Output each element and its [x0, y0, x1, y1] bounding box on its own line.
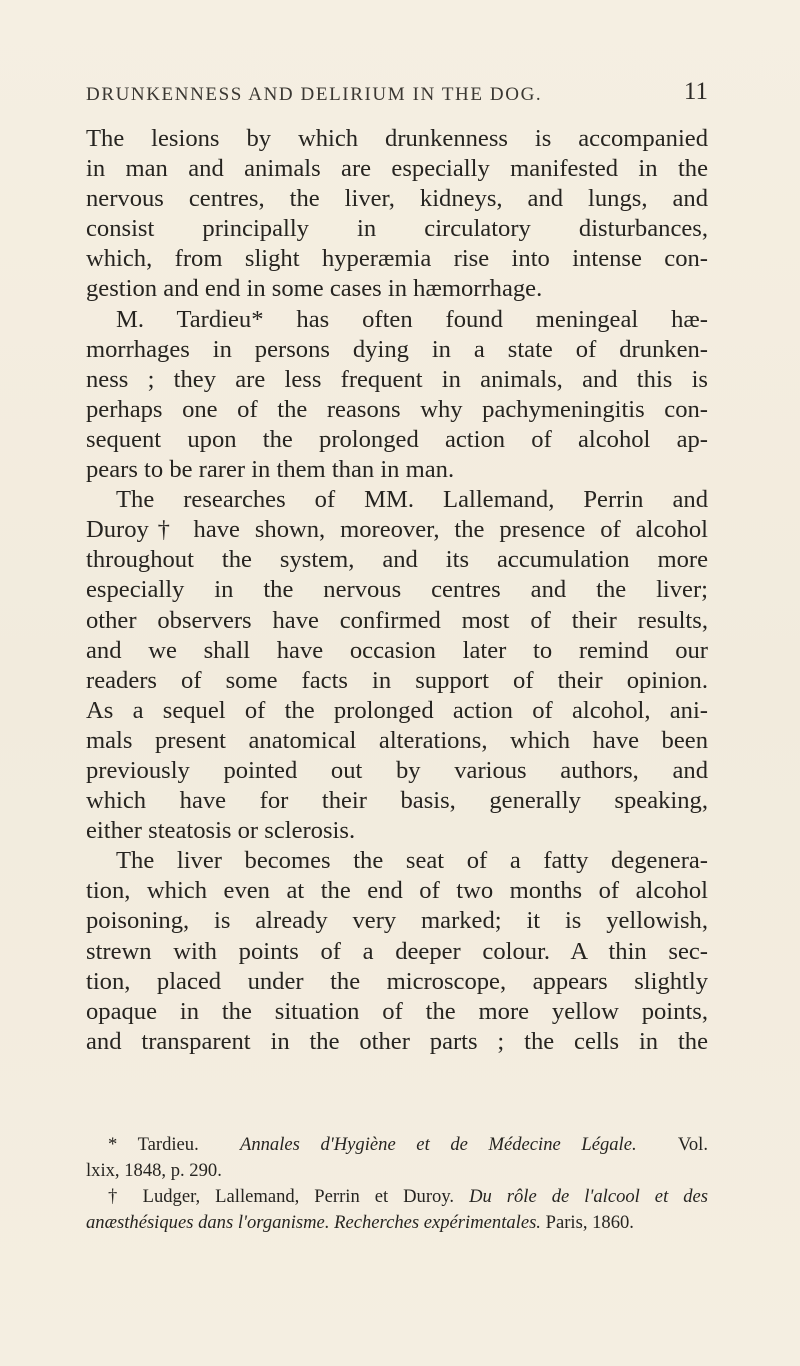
text-line: which have for their basis, generally speaking,: [86, 787, 708, 815]
text-line: in man and animals are especially manifested in the: [86, 155, 708, 183]
text-line: which, from slight hyperæmia rise into intense con-: [86, 245, 708, 273]
text-line: pears to be rarer in them than in man.: [86, 456, 455, 484]
text-line: either steatosis or sclerosis.: [86, 817, 356, 845]
text-line: consist principally in circulatory disturbances,: [86, 215, 708, 243]
text-line: throughout the system, and its accumulation more: [86, 546, 708, 574]
text-line: The liver becomes the seat of a fatty degenera-: [116, 847, 708, 875]
footnotes: [86, 1132, 708, 1236]
text-line: and we shall have occasion later to remind our: [86, 636, 708, 664]
text-line: morrhages in persons dying in a state of drunken-: [86, 335, 708, 363]
footnote-title: Annales d'Hygiène et de Médecine Légale.: [239, 1134, 637, 1155]
text-line: strewn with points of a deeper colour. A thin sec-: [86, 937, 708, 965]
text-line: Duroy† have shown, moreover, the presence of alcohol: [86, 516, 708, 544]
text-line: tion, placed under the microscope, appears slightly: [86, 967, 708, 995]
text-line: opaque in the situation of the more yellow points,: [86, 997, 708, 1025]
text-line: readers of some facts in support of their opinion.: [86, 666, 708, 694]
footnote-imprint: Paris, 1860.: [545, 1212, 634, 1233]
footnote-tardieu: [86, 1132, 708, 1158]
footnote-lallemand-cont: [86, 1210, 708, 1236]
text-line: gestion and end in some cases in hæmorrhage.: [86, 275, 543, 303]
text-line: sequent upon the prolonged action of alcohol ap-: [86, 425, 708, 453]
text-line: perhaps one of the reasons why pachymeningitis con-: [86, 395, 708, 423]
footnote-tardieu-cont: lxix, 1848, p. 290.: [86, 1160, 222, 1181]
body-text: [86, 124, 708, 1057]
page-header: [86, 78, 708, 112]
footnote-lallemand: [86, 1184, 708, 1210]
page-number: 11: [683, 78, 708, 105]
footnote-volume: Vol.: [677, 1134, 708, 1155]
text-line: As a sequel of the prolonged action of alcohol, ani-: [86, 696, 708, 724]
text-line: nervous centres, the liver, kidneys, and lungs, and: [86, 185, 708, 213]
text-line: The researches of MM. Lallemand, Perrin and: [116, 486, 708, 514]
text-line: and transparent in the other parts ; the cells in the: [86, 1027, 708, 1055]
running-head: DRUNKENNESS AND DELIRIUM IN THE DOG.: [86, 84, 543, 105]
footnote-work-title-cont: anæsthésiques dans l'organisme. Recherches expérimentales.: [86, 1212, 541, 1233]
text-line: ness ; they are less frequent in animals, and this is: [86, 365, 708, 393]
text-line: The lesions by which drunkenness is accompanied: [86, 125, 708, 152]
text-line: mals present anatomical alterations, which have been: [86, 726, 708, 754]
text-line: tion, which even at the end of two months of alcohol: [86, 877, 708, 905]
text-line: poisoning, is already very marked; it is yellowish,: [86, 907, 708, 935]
text-line: previously pointed out by various authors, and: [86, 756, 708, 784]
text-line: other observers have confirmed most of their results,: [86, 606, 708, 634]
footnote-work-title: Du rôle de l'alcool et des: [469, 1186, 708, 1207]
text-line: especially in the nervous centres and the liver;: [86, 576, 708, 604]
footnote-authors: † Ludger, Lallemand, Perrin et Duroy.: [108, 1186, 455, 1207]
footnote-mark: * Tardieu.: [108, 1134, 199, 1155]
text-line: M. Tardieu* has often found meningeal hæ-: [116, 305, 708, 333]
